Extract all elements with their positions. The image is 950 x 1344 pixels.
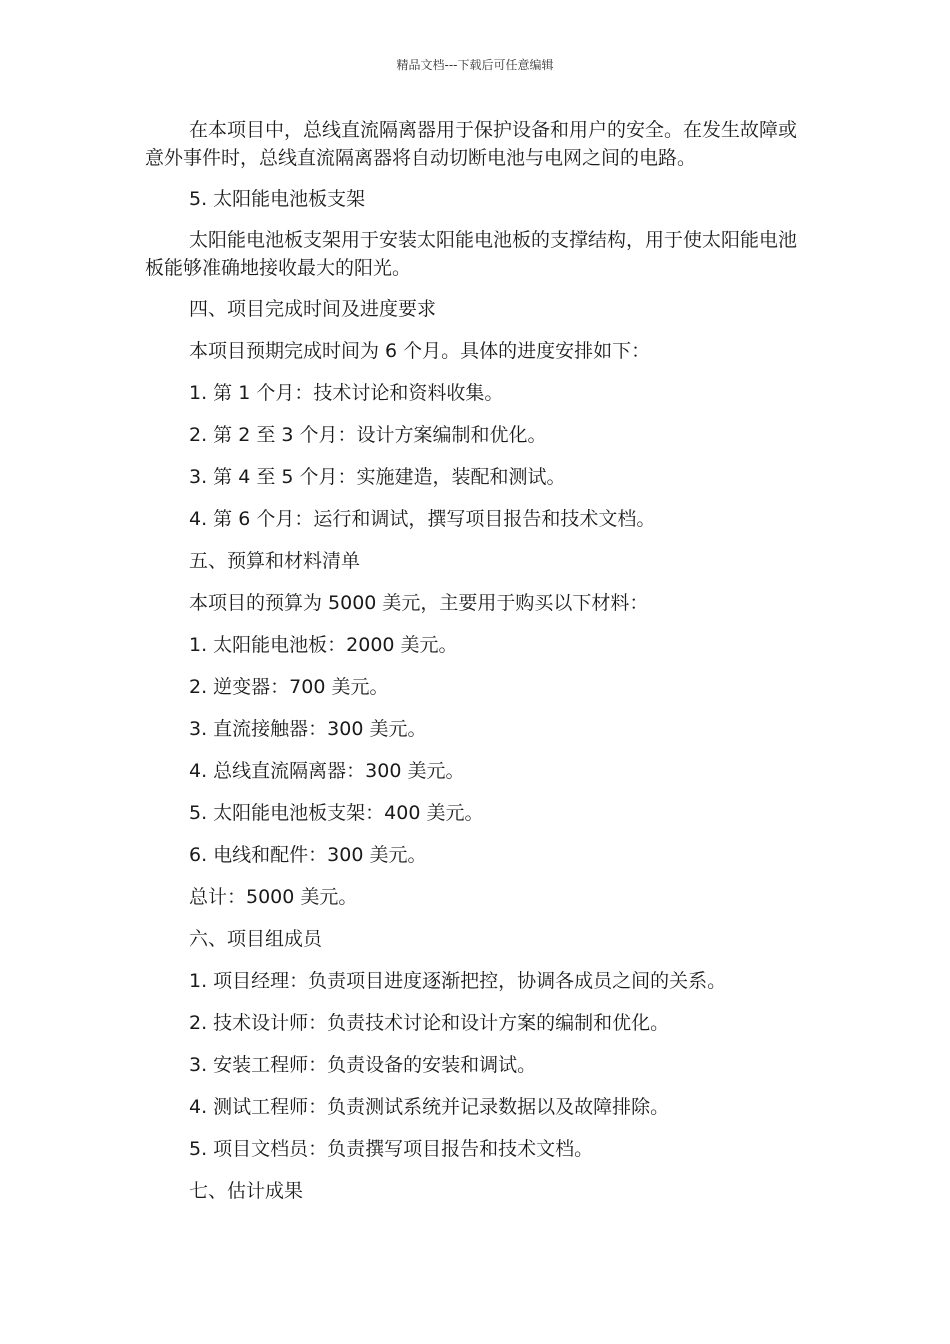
paragraph-solar-bracket: 太阳能电池板支架用于安装太阳能电池板的支撑结构，用于使太阳能电池板能够准确地接收最大的阳光。 xyxy=(145,229,798,279)
list-item: 3. 第 4 至 5 个月：实施建造，装配和测试。 xyxy=(189,466,566,488)
list-item: 5. 太阳能电池板支架：400 美元。 xyxy=(189,802,484,824)
section-heading-members: 六、项目组成员 xyxy=(189,928,323,950)
list-item: 2. 逆变器：700 美元。 xyxy=(189,676,389,698)
list-item: 2. 第 2 至 3 个月：设计方案编制和优化。 xyxy=(189,424,547,446)
section-heading-schedule: 四、项目完成时间及进度要求 xyxy=(189,298,437,320)
schedule-intro: 本项目预期完成时间为 6 个月。具体的进度安排如下： xyxy=(189,340,651,362)
paragraph-bus-isolator: 在本项目中，总线直流隔离器用于保护设备和用户的安全。在发生故障或意外事件时，总线直流隔离器将自动切断电池与电网之间的电路。 xyxy=(145,119,798,169)
list-item: 1. 太阳能电池板：2000 美元。 xyxy=(189,634,458,656)
budget-intro: 本项目的预算为 5000 美元，主要用于购买以下材料： xyxy=(189,592,649,614)
section-heading-results: 七、估计成果 xyxy=(189,1180,304,1202)
list-item: 4. 第 6 个月：运行和调试，撰写项目报告和技术文档。 xyxy=(189,508,656,530)
budget-total: 总计：5000 美元。 xyxy=(189,886,358,908)
list-item: 4. 测试工程师：负责测试系统并记录数据以及故障排除。 xyxy=(189,1096,670,1118)
document-body xyxy=(145,116,805,1205)
list-item: 6. 电线和配件：300 美元。 xyxy=(189,844,427,866)
list-item: 5. 项目文档员：负责撰写项目报告和技术文档。 xyxy=(189,1138,594,1160)
section-heading-budget: 五、预算和材料清单 xyxy=(189,550,361,572)
page-header: 精品文档---下载后可任意编辑 xyxy=(396,58,554,72)
list-item: 3. 安装工程师：负责设备的安装和调试。 xyxy=(189,1054,537,1076)
list-item: 1. 项目经理：负责项目进度逐渐把控，协调各成员之间的关系。 xyxy=(189,970,727,992)
list-item: 2. 技术设计师：负责技术讨论和设计方案的编制和优化。 xyxy=(189,1012,670,1034)
list-item: 1. 第 1 个月：技术讨论和资料收集。 xyxy=(189,382,504,404)
list-item: 4. 总线直流隔离器：300 美元。 xyxy=(189,760,465,782)
item-heading-solar-bracket: 5. 太阳能电池板支架 xyxy=(189,188,366,210)
list-item: 3. 直流接触器：300 美元。 xyxy=(189,718,427,740)
